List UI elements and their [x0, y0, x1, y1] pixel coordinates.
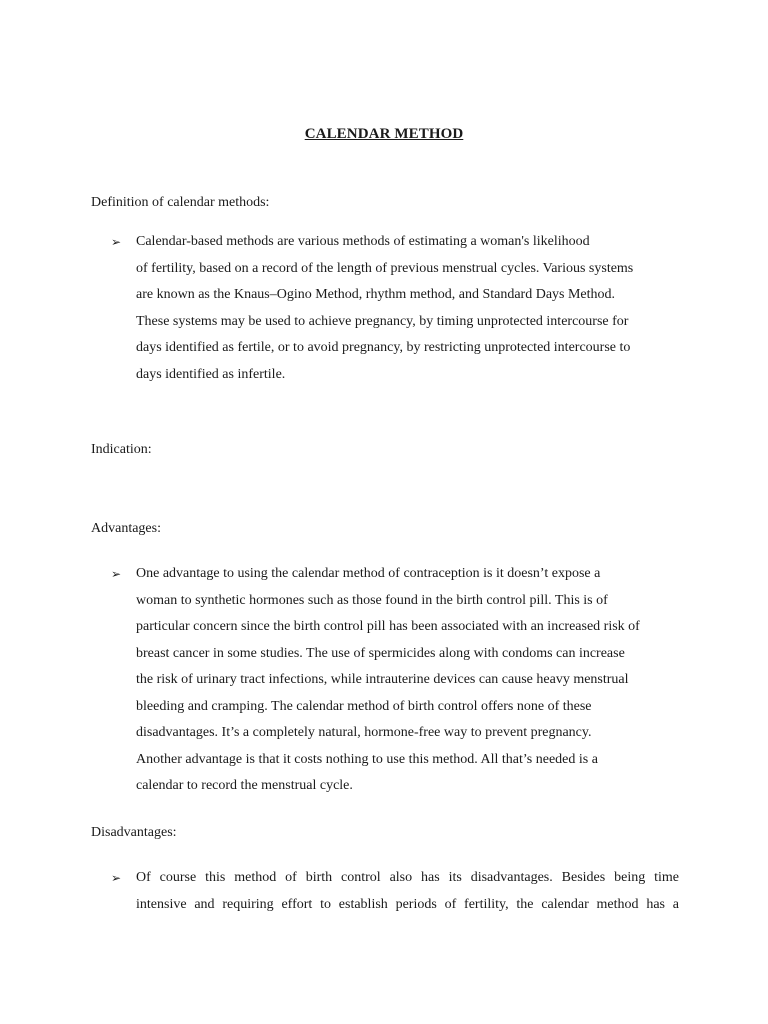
text-line: are known as the Knaus–Ogino Method, rhythm method, and Standard Days Method.	[136, 287, 616, 302]
disadvantages-heading: Disadvantages:	[91, 825, 177, 840]
advantages-bullet	[111, 561, 686, 800]
text-line: disadvantages. It’s a completely natural, hormone-free way to prevent pregnancy.	[136, 725, 592, 740]
disadvantages-bullet	[111, 865, 679, 918]
text-line: calendar to record the menstrual cycle.	[136, 778, 353, 793]
text-line: the risk of urinary tract infections, while intrauterine devices can cause heavy menstrual	[136, 672, 629, 687]
disadvantages-text	[136, 865, 679, 918]
text-line: days identified as fertile, or to avoid pregnancy, by restricting unprotected intercourse to	[136, 340, 631, 355]
text-line: Another advantage is that it costs nothing to use this method. All that’s needed is a	[136, 751, 598, 767]
arrow-bullet-icon: ➢	[111, 567, 122, 581]
advantages-text	[136, 561, 686, 800]
text-line: particular concern since the birth control pill has been associated with an increased risk of	[136, 619, 640, 634]
text-line: These systems may be used to achieve pregnancy, by timing unprotected intercourse for	[136, 313, 629, 329]
text-line: breast cancer in some studies. The use of spermicides along with condoms can increase	[136, 645, 625, 661]
document-title: CALENDAR METHOD	[304, 126, 464, 142]
definition-bullet	[111, 229, 686, 388]
definition-heading: Definition of calendar methods:	[91, 195, 270, 210]
text-line: woman to synthetic hormones such as those found in the birth control pill. This is of	[136, 592, 608, 608]
text-line: One advantage to using the calendar method of contraception is it doesn’t expose a	[136, 566, 601, 581]
text-line: days identified as infertile.	[136, 366, 286, 382]
text-line: bleeding and cramping. The calendar method of birth control offers none of these	[136, 698, 592, 714]
text-line: of fertility, based on a record of the length of previous menstrual cycles. Various systems	[136, 260, 634, 276]
indication-heading: Indication:	[91, 442, 152, 457]
definition-text	[136, 229, 686, 388]
advantages-heading: Advantages:	[91, 521, 161, 536]
arrow-bullet-icon: ➢	[111, 871, 122, 885]
text-line: Calendar-based methods are various methods of estimating a woman's likelihood	[136, 234, 590, 249]
arrow-bullet-icon: ➢	[111, 235, 122, 249]
text-line: intensive and requiring effort to establish periods of fertility, the calendar method has a	[136, 896, 679, 912]
text-line: Of course this method of birth control also has its disadvantages. Besides being time	[136, 870, 679, 885]
